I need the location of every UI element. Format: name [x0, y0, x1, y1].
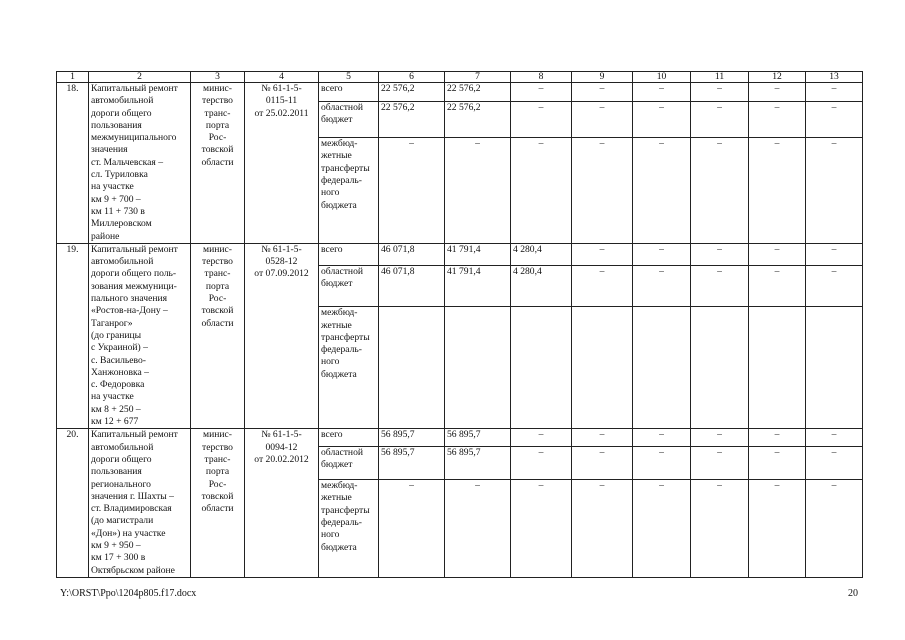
amount-cell: –: [691, 446, 749, 479]
amount-cell: –: [806, 138, 863, 244]
col-header: 10: [633, 72, 691, 83]
amount-cell: –: [749, 265, 806, 307]
amount-cell: –: [691, 480, 749, 578]
amount-cell: [511, 307, 572, 429]
amount-cell: 46 071,8: [379, 243, 445, 265]
amount-cell: –: [749, 101, 806, 137]
amount-cell: –: [511, 138, 572, 244]
funding-source: межбюд- жетные трансферты федераль- ного бюджета: [319, 138, 379, 244]
funding-source: областной бюджет: [319, 446, 379, 479]
col-header: 9: [572, 72, 633, 83]
amount-cell: –: [379, 138, 445, 244]
amount-cell: [572, 307, 633, 429]
col-header: 13: [806, 72, 863, 83]
amount-cell: 22 576,2: [445, 83, 511, 102]
amount-cell: –: [572, 243, 633, 265]
col-header: 11: [691, 72, 749, 83]
amount-cell: 22 576,2: [445, 101, 511, 137]
row-number: 19.: [57, 243, 89, 428]
amount-cell: [633, 307, 691, 429]
amount-cell: 4 280,4: [511, 243, 572, 265]
amount-cell: –: [806, 101, 863, 137]
amount-cell: –: [633, 265, 691, 307]
amount-cell: –: [749, 243, 806, 265]
amount-cell: 22 576,2: [379, 83, 445, 102]
amount-cell: –: [806, 429, 863, 446]
amount-cell: –: [749, 138, 806, 244]
amount-cell: –: [806, 480, 863, 578]
amount-cell: –: [633, 480, 691, 578]
amount-cell: 41 791,4: [445, 243, 511, 265]
amount-cell: –: [572, 138, 633, 244]
funding-source: областной бюджет: [319, 265, 379, 307]
amount-cell: –: [691, 83, 749, 102]
amount-cell: –: [511, 101, 572, 137]
amount-cell: –: [572, 446, 633, 479]
funding-source: межбюд- жетные трансферты федераль- ного бюджета: [319, 307, 379, 429]
table-row: [57, 429, 863, 446]
design-document: № 61-1-5- 0115-11 от 25.02.2011: [245, 83, 319, 244]
amount-cell: –: [572, 480, 633, 578]
col-header: 7: [445, 72, 511, 83]
table-row: [57, 83, 863, 102]
amount-cell: –: [511, 480, 572, 578]
amount-cell: –: [633, 243, 691, 265]
col-header: 5: [319, 72, 379, 83]
amount-cell: 56 895,7: [379, 446, 445, 479]
funding-source: областной бюджет: [319, 101, 379, 137]
customer-name: минис- терство транс- порта Рос- товской области: [191, 429, 245, 578]
col-header: 1: [57, 72, 89, 83]
amount-cell: –: [691, 265, 749, 307]
design-document: № 61-1-5- 0094-12 от 20.02.2012: [245, 429, 319, 578]
funding-source: всего: [319, 429, 379, 446]
col-header: 6: [379, 72, 445, 83]
amount-cell: –: [749, 429, 806, 446]
design-document: № 61-1-5- 0528-12 от 07.09.2012: [245, 243, 319, 428]
object-name: Капитальный ремонт автомобильной дороги общего пользования регионального значения г. Шахты – ст. Владимировская (до магистрали «Дон») на участке км 9 + 950 – км 17 + 300 в Октябрьском районе: [89, 429, 191, 578]
file-path: Y:\ORST\Ppo\1204p805.f17.docx: [60, 588, 197, 599]
amount-cell: –: [806, 83, 863, 102]
amount-cell: 22 576,2: [379, 101, 445, 137]
amount-cell: –: [445, 138, 511, 244]
amount-cell: 56 895,7: [379, 429, 445, 446]
amount-cell: –: [511, 446, 572, 479]
funding-source: всего: [319, 243, 379, 265]
amount-cell: –: [806, 446, 863, 479]
funding-source: межбюд- жетные трансферты федераль- ного бюджета: [319, 480, 379, 578]
amount-cell: –: [806, 243, 863, 265]
amount-cell: –: [806, 265, 863, 307]
col-header: 8: [511, 72, 572, 83]
amount-cell: –: [572, 429, 633, 446]
amount-cell: –: [633, 83, 691, 102]
page-number: 20: [848, 588, 858, 599]
amount-cell: –: [572, 83, 633, 102]
amount-cell: –: [633, 429, 691, 446]
amount-cell: –: [691, 101, 749, 137]
object-name: Капитальный ремонт автомобильной дороги общего пользования межмуниципального значения ст. Мальчевская – сл. Туриловка на участке км 9 + 700 – км 11 + 730 в Миллеровском районе: [89, 83, 191, 244]
amount-cell: –: [379, 480, 445, 578]
amount-cell: –: [511, 429, 572, 446]
customer-name: минис- терство транс- порта Рос- товской области: [191, 83, 245, 244]
amount-cell: [806, 307, 863, 429]
amount-cell: –: [749, 83, 806, 102]
amount-cell: –: [691, 243, 749, 265]
column-number-row: [57, 72, 863, 83]
col-header: 12: [749, 72, 806, 83]
amount-cell: –: [691, 429, 749, 446]
amount-cell: –: [749, 480, 806, 578]
funding-source: всего: [319, 83, 379, 102]
amount-cell: 46 071,8: [379, 265, 445, 307]
amount-cell: –: [633, 101, 691, 137]
amount-cell: –: [572, 265, 633, 307]
object-name: Капитальный ремонт автомобильной дороги общего поль- зования межмуници- пального значения «Ростов-на-Дону – Таганрог» (до границы с Украиной) – с. Васильево- Ханжоновка – с. Федоровка на участке км 8 + 250 – км 12 + 677: [89, 243, 191, 428]
col-header: 4: [245, 72, 319, 83]
amount-cell: 41 791,4: [445, 265, 511, 307]
col-header: 3: [191, 72, 245, 83]
investment-table: [56, 71, 863, 578]
amount-cell: –: [572, 101, 633, 137]
amount-cell: [445, 307, 511, 429]
amount-cell: –: [633, 138, 691, 244]
amount-cell: –: [445, 480, 511, 578]
amount-cell: 56 895,7: [445, 446, 511, 479]
col-header: 2: [89, 72, 191, 83]
amount-cell: –: [633, 446, 691, 479]
amount-cell: [749, 307, 806, 429]
amount-cell: 56 895,7: [445, 429, 511, 446]
amount-cell: –: [749, 446, 806, 479]
amount-cell: 4 280,4: [511, 265, 572, 307]
customer-name: минис- терство транс- порта Рос- товской области: [191, 243, 245, 428]
row-number: 20.: [57, 429, 89, 578]
amount-cell: [691, 307, 749, 429]
amount-cell: –: [511, 83, 572, 102]
row-number: 18.: [57, 83, 89, 244]
amount-cell: –: [691, 138, 749, 244]
amount-cell: [379, 307, 445, 429]
table-row: [57, 243, 863, 265]
